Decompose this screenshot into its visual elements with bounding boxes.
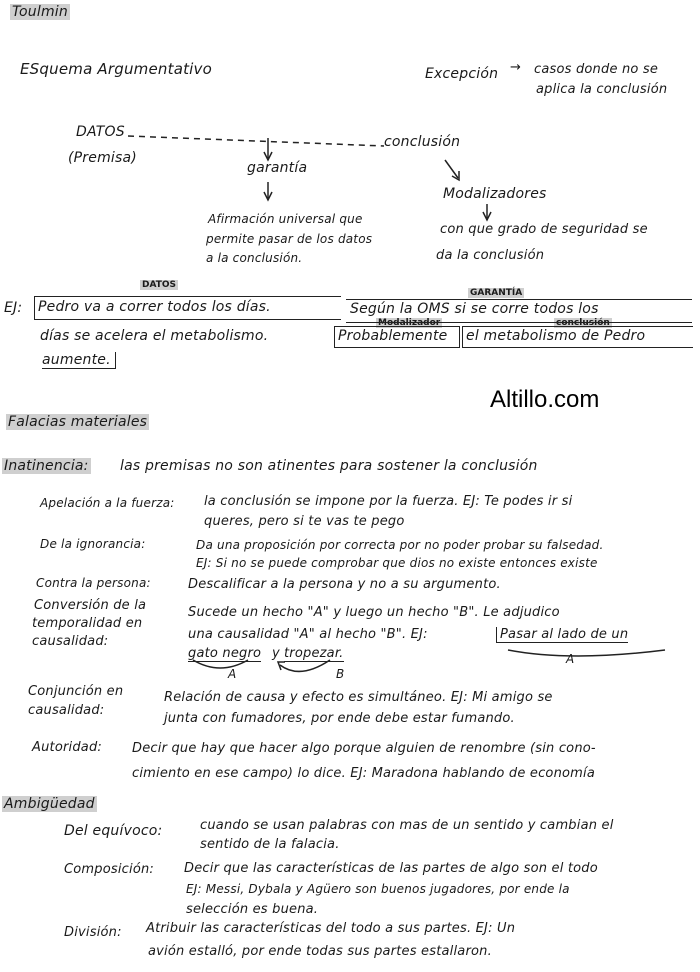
ejemplo-line-1b: Según la OMS si se corre todos los xyxy=(350,301,599,317)
esquema-title: ESquema Argumentativo xyxy=(20,60,213,78)
autoridad-line-1: Decir que hay que hacer algo porque alguien de renombre (sin cono- xyxy=(132,741,596,756)
inatinencia-label: Inatinencia: xyxy=(4,458,89,474)
ambiguedad-label: Ambigüedad xyxy=(4,796,95,812)
contra-persona-term: Contra la persona: xyxy=(36,576,151,590)
conjuncion-term-1: Conjunción en xyxy=(28,684,124,699)
composicion-line-3: selección es buena. xyxy=(186,902,319,917)
ejemplo-ej-label: EJ: xyxy=(4,300,23,316)
conjuncion-line-2: junta con fumadores, por ende debe estar fumando. xyxy=(164,711,515,726)
equivoco-line-2: sentido de la falacia. xyxy=(200,837,340,852)
apelacion-line-2: queres, pero si te vas te pego xyxy=(204,514,405,529)
apelacion-term: Apelación a la fuerza: xyxy=(40,496,175,510)
page-title: Toulmin xyxy=(12,4,68,20)
mark-b-tropezar: B xyxy=(336,667,345,681)
conclusion-label: conclusión xyxy=(384,134,461,150)
composicion-line-2: EJ: Messi, Dybala y Agüero son buenos jugadores, por ende la xyxy=(186,882,570,896)
conversion-line-3c: tropezar. xyxy=(284,646,344,661)
conversion-line-2a: una causalidad "A" al hecho "B". EJ: xyxy=(188,627,428,642)
tag-datos: DATOS xyxy=(142,280,177,290)
autoridad-line-2: cimiento en ese campo) lo dice. EJ: Maradona hablando de economía xyxy=(132,766,596,781)
garantia-desc-3: a la conclusión. xyxy=(206,251,303,265)
division-line-1: Atribuir las características del todo a sus partes. EJ: Un xyxy=(146,921,516,936)
inatinencia-text: las premisas no son atinentes para sostener la conclusión xyxy=(120,458,538,474)
tag-conclusion: conclusión xyxy=(556,318,610,328)
falacias-title: Falacias materiales xyxy=(8,414,148,430)
tag-modalizador: Modalizador xyxy=(378,318,441,328)
conversion-line-3a: gato negro xyxy=(188,646,262,661)
conjuncion-line-1: Relación de causa y efecto es simultáneo. EJ: Mi amigo se xyxy=(164,690,553,705)
excepcion-text-1: casos donde no se xyxy=(534,62,659,77)
conversion-term-3: causalidad: xyxy=(32,634,109,649)
modal-desc-2: da la conclusión xyxy=(436,248,545,263)
ignorancia-term: De la ignorancia: xyxy=(40,537,146,551)
ignorancia-line-2: EJ: Si no se puede comprobar que dios no existe entonces existe xyxy=(196,556,598,570)
conversion-line-3b: y xyxy=(272,646,280,661)
ejemplo-line-2c: el metabolismo de Pedro xyxy=(466,328,646,344)
equivoco-line-1: cuando se usan palabras con mas de un sentido y cambian el xyxy=(200,818,614,833)
equivoco-term: Del equívoco: xyxy=(64,823,163,839)
ignorancia-line-1: Da una proposición por correcta por no poder probar su falsedad. xyxy=(196,538,604,552)
excepcion-label: Excepción xyxy=(425,66,499,82)
excepcion-text-2: aplica la conclusión xyxy=(536,82,668,97)
contra-persona-line-1: Descalificar a la persona y no a su argumento. xyxy=(188,577,501,592)
apelacion-line-1: la conclusión se impone por la fuerza. EJ: Te podes ir si xyxy=(204,494,573,509)
mark-a-pasar: A xyxy=(566,652,575,666)
mark-a-gato: A xyxy=(228,667,237,681)
ejemplo-line-2b: Probablemente xyxy=(338,328,448,344)
ejemplo-line-1a: Pedro va a correr todos los días. xyxy=(38,299,271,315)
composicion-term: Composición: xyxy=(64,862,155,877)
garantia-label: garantía xyxy=(247,160,308,176)
datos-label: DATOS xyxy=(76,124,125,140)
conversion-term-1: Conversión de la xyxy=(34,598,147,613)
ejemplo-line-3: aumente. xyxy=(42,352,116,369)
arrow-right-icon: → xyxy=(510,60,522,75)
division-term: División: xyxy=(64,925,122,940)
conversion-line-1: Sucede un hecho "A" y luego un hecho "B". Le adjudico xyxy=(188,605,560,620)
garantia-desc-2: permite pasar de los datos xyxy=(206,232,373,246)
watermark: Altillo.com xyxy=(490,386,600,413)
division-line-2: avión estalló, por ende todas sus partes estallaron. xyxy=(148,944,492,959)
modalizadores-label: Modalizadores xyxy=(443,186,547,202)
garantia-desc-1: Afirmación universal que xyxy=(208,212,363,226)
conversion-line-2b: Pasar al lado de un xyxy=(496,627,628,643)
ejemplo-line-2a: días se acelera el metabolismo. xyxy=(40,328,269,344)
composicion-line-1: Decir que las características de las partes de algo son el todo xyxy=(184,861,598,876)
premisa-label: (Premisa) xyxy=(68,150,137,166)
conjuncion-term-2: causalidad: xyxy=(28,703,105,718)
modal-desc-1: con que grado de seguridad se xyxy=(440,222,648,237)
conversion-term-2: temporalidad en xyxy=(32,616,143,631)
tag-garantia: GARANTÍA xyxy=(470,288,523,298)
autoridad-term: Autoridad: xyxy=(32,740,102,755)
